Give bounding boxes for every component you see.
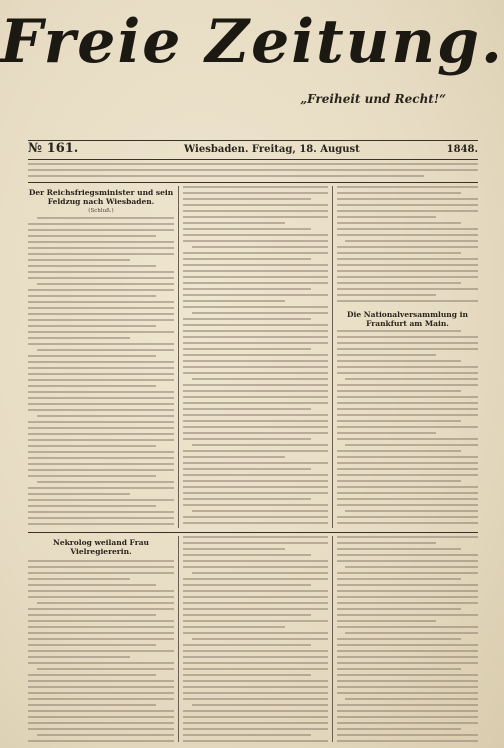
text-line (183, 656, 328, 658)
text-line (192, 510, 328, 512)
text-line (28, 517, 174, 519)
text-line (28, 620, 174, 622)
text-line (28, 403, 174, 405)
text-line (183, 228, 311, 230)
text-line (337, 192, 461, 194)
text-line (183, 542, 328, 544)
text-line (345, 698, 478, 700)
text-line (183, 560, 328, 562)
text-line (183, 486, 328, 488)
article-1-subtitle: (Schluß.) (88, 208, 114, 214)
text-line (28, 313, 174, 315)
text-line (337, 536, 478, 538)
text-line (183, 270, 328, 272)
text-line (28, 265, 156, 267)
text-line (28, 289, 174, 291)
section-rule (28, 532, 478, 533)
text-line (337, 548, 461, 550)
text-line (183, 480, 328, 482)
text-line (28, 409, 174, 411)
text-line (183, 578, 328, 580)
text-line (28, 439, 174, 441)
text-line (28, 638, 174, 640)
text-line (28, 626, 174, 628)
text-line (192, 572, 328, 574)
text-line (37, 602, 174, 604)
text-line (28, 397, 174, 399)
text-line (183, 186, 328, 188)
text-line (28, 740, 174, 742)
column-2-lower-body (183, 536, 328, 742)
text-line (183, 420, 328, 422)
text-line (183, 276, 328, 278)
text-line (183, 234, 328, 236)
text-line (28, 331, 174, 333)
text-line (37, 217, 174, 219)
text-line (28, 427, 174, 429)
text-line (183, 722, 328, 724)
column-3-lower (337, 536, 478, 742)
text-line (183, 710, 328, 712)
text-line (192, 378, 328, 380)
text-line (183, 384, 328, 386)
text-line (183, 468, 311, 470)
text-line (183, 318, 311, 320)
text-line (337, 668, 461, 670)
text-line (28, 445, 156, 447)
masthead-motto: „Freiheit und Recht!“ (300, 92, 446, 106)
article-2-title: Die Nationalversammlung in Frankfurt am Main. (347, 310, 468, 328)
text-line (183, 686, 328, 688)
text-line (337, 336, 478, 338)
column-3-upper (337, 186, 478, 528)
text-line (337, 294, 436, 296)
text-line (183, 566, 328, 568)
text-line (28, 614, 156, 616)
text-line (183, 668, 328, 670)
text-line (183, 438, 311, 440)
text-line (183, 342, 328, 344)
text-line (28, 355, 156, 357)
text-line (183, 306, 328, 308)
text-line (345, 240, 478, 242)
text-line (183, 210, 328, 212)
text-line (183, 324, 328, 326)
text-line (337, 438, 478, 440)
text-line (337, 222, 461, 224)
text-line (28, 307, 174, 309)
text-line (183, 554, 311, 556)
text-line (183, 192, 328, 194)
text-line (337, 638, 461, 640)
text-line (28, 493, 130, 495)
text-line (28, 391, 174, 393)
text-line (337, 614, 478, 616)
text-line (337, 644, 478, 646)
text-line (28, 704, 156, 706)
text-line (183, 450, 328, 452)
text-line (183, 626, 285, 628)
text-line (192, 638, 328, 640)
text-line (28, 566, 174, 568)
text-line (183, 734, 311, 736)
text-line (28, 469, 174, 471)
text-line (28, 656, 130, 658)
text-line (192, 704, 328, 706)
text-line (183, 360, 328, 362)
text-line (345, 632, 478, 634)
text-line (337, 674, 478, 676)
text-line (183, 198, 311, 200)
text-line (183, 396, 328, 398)
text-line (183, 294, 328, 296)
text-line (337, 408, 478, 410)
text-line (28, 632, 174, 634)
text-line (28, 578, 130, 580)
text-line (28, 596, 174, 598)
text-line (28, 421, 174, 423)
text-line (337, 276, 478, 278)
column-1-upper (28, 186, 174, 528)
article-3-body (28, 560, 174, 742)
text-line (183, 596, 328, 598)
text-line (183, 372, 328, 374)
article-1-title: Der Reichsfriegsminister und sein Feldzug nach Wiesbaden. (28, 188, 174, 206)
text-line (192, 444, 328, 446)
text-line (337, 728, 461, 730)
text-line (183, 692, 328, 694)
text-line (183, 366, 328, 368)
text-line (337, 602, 478, 604)
text-line (37, 415, 174, 417)
text-line (28, 722, 174, 724)
text-line (345, 566, 478, 568)
text-line (337, 186, 478, 188)
text-line (28, 511, 174, 513)
text-line (337, 198, 478, 200)
place-date: Wiesbaden. Freitag, 18. August (184, 144, 360, 155)
text-line (28, 457, 174, 459)
text-line (337, 578, 461, 580)
text-line (337, 608, 461, 610)
text-line (183, 522, 328, 524)
text-line (183, 548, 285, 550)
text-line (28, 361, 174, 363)
text-line (28, 319, 174, 321)
text-line (28, 499, 174, 501)
text-line (28, 523, 174, 525)
text-line (183, 680, 328, 682)
text-line (183, 348, 311, 350)
text-line (337, 228, 478, 230)
column-2-upper (183, 186, 328, 528)
text-line (337, 504, 478, 506)
text-line (183, 644, 311, 646)
text-line (337, 584, 478, 586)
text-line (183, 740, 328, 742)
text-line (28, 608, 174, 610)
text-line (337, 450, 461, 452)
text-line (337, 516, 478, 518)
text-line (337, 692, 478, 694)
text-line (337, 474, 478, 476)
text-line (183, 216, 328, 218)
text-line (37, 734, 174, 736)
column-rule (178, 536, 179, 742)
text-line (183, 608, 328, 610)
text-line (345, 444, 478, 446)
text-line (337, 252, 461, 254)
column-2-body (183, 186, 328, 528)
text-line (28, 385, 156, 387)
text-line (337, 372, 478, 374)
text-line (183, 336, 328, 338)
text-line (28, 680, 174, 682)
text-line (337, 596, 478, 598)
text-line (28, 487, 174, 489)
text-line (337, 390, 461, 392)
article-1-body (28, 217, 174, 528)
text-line (28, 325, 156, 327)
text-line (337, 210, 478, 212)
text-line (28, 253, 174, 255)
text-line (28, 716, 174, 718)
text-line (183, 516, 328, 518)
dateline (28, 141, 478, 158)
text-line (37, 349, 174, 351)
text-line (337, 414, 478, 416)
text-line (28, 367, 174, 369)
text-line (337, 342, 478, 344)
text-line (183, 632, 328, 634)
text-line (183, 204, 328, 206)
issue-year: 1848. (446, 144, 478, 155)
text-line (28, 343, 174, 345)
text-line (183, 258, 311, 260)
text-line (28, 247, 174, 249)
text-line (28, 572, 174, 574)
text-line (37, 283, 174, 285)
text-line (337, 234, 478, 236)
text-line (28, 301, 174, 303)
text-line (28, 277, 174, 279)
text-line (28, 475, 156, 477)
text-line (183, 354, 328, 356)
text-line (337, 330, 461, 332)
text-line (337, 258, 478, 260)
text-line (337, 348, 478, 350)
text-line (183, 614, 311, 616)
text-line (345, 510, 478, 512)
text-line (337, 650, 478, 652)
text-line (183, 282, 328, 284)
text-line (337, 366, 478, 368)
text-line (28, 259, 130, 261)
text-line (337, 468, 478, 470)
text-line (183, 492, 328, 494)
text-line (337, 204, 478, 206)
text-line (337, 716, 478, 718)
text-line (337, 246, 478, 248)
text-line (183, 402, 328, 404)
text-line (337, 498, 478, 500)
text-line (183, 584, 311, 586)
text-line (28, 590, 174, 592)
subscription-notice (28, 163, 478, 181)
text-line (183, 716, 328, 718)
text-line (28, 235, 156, 237)
text-line (183, 498, 311, 500)
text-line (337, 560, 478, 562)
text-line (28, 433, 174, 435)
text-line (183, 504, 328, 506)
dateline-rule (28, 159, 478, 160)
text-line (28, 560, 174, 562)
text-line (337, 354, 436, 356)
text-line (337, 620, 436, 622)
text-line (337, 456, 478, 458)
top-rule (28, 140, 478, 141)
text-line (183, 240, 328, 242)
masthead-title: Freie Zeitung. (0, 7, 504, 77)
text-line (28, 241, 174, 243)
text-line (28, 271, 174, 273)
text-line (337, 686, 478, 688)
text-line (337, 662, 478, 664)
text-line (337, 572, 478, 574)
text-line (192, 312, 328, 314)
column-2-lower (183, 536, 328, 742)
text-line (183, 288, 311, 290)
text-line (183, 536, 328, 538)
text-line (183, 728, 328, 730)
text-line (183, 414, 328, 416)
text-line (337, 300, 478, 302)
text-line (28, 584, 156, 586)
text-line (337, 522, 478, 524)
article-2-body (337, 330, 478, 528)
text-line (28, 728, 174, 730)
text-line (28, 337, 130, 339)
text-line (337, 480, 461, 482)
text-line (28, 674, 156, 676)
text-line (192, 246, 328, 248)
text-line (183, 602, 328, 604)
text-line (28, 698, 174, 700)
text-line (337, 216, 436, 218)
text-line (183, 590, 328, 592)
text-line (183, 222, 285, 224)
text-line (337, 402, 478, 404)
text-line (183, 674, 311, 676)
issue-number: № 161. (28, 141, 79, 156)
text-line (183, 650, 328, 652)
text-line (183, 474, 328, 476)
text-line (28, 223, 174, 225)
column-3-body-top (337, 186, 478, 304)
text-line (28, 650, 174, 652)
text-line (37, 481, 174, 483)
text-line (28, 692, 174, 694)
text-line (337, 740, 478, 742)
text-line (337, 680, 478, 682)
text-line (183, 620, 328, 622)
text-line (183, 300, 285, 302)
column-rule (332, 536, 333, 742)
text-line (28, 710, 174, 712)
notice-rule (28, 182, 478, 183)
text-line (337, 554, 478, 556)
text-line (337, 462, 478, 464)
text-line (28, 644, 156, 646)
text-line (337, 360, 461, 362)
text-line (183, 456, 285, 458)
column-1-lower (28, 536, 174, 742)
text-line (337, 432, 436, 434)
text-line (337, 704, 478, 706)
text-line (337, 420, 461, 422)
text-line (28, 463, 174, 465)
text-line (345, 378, 478, 380)
column-3-lower-body (337, 536, 478, 742)
text-line (337, 426, 478, 428)
text-line (337, 722, 478, 724)
text-line (337, 590, 478, 592)
text-line (28, 229, 174, 231)
text-line (337, 710, 478, 712)
text-line (183, 432, 328, 434)
text-line (337, 492, 478, 494)
text-line (337, 384, 478, 386)
text-line (337, 486, 478, 488)
text-line (183, 252, 328, 254)
text-line (337, 542, 436, 544)
text-line (28, 373, 174, 375)
text-line (183, 390, 328, 392)
text-line (183, 264, 328, 266)
text-line (337, 734, 478, 736)
text-line (183, 330, 328, 332)
article-3-title: Nekrolog weiland Frau Vielregiererin. (52, 538, 150, 556)
text-line (28, 379, 174, 381)
text-line (28, 295, 156, 297)
text-line (183, 698, 328, 700)
text-line (183, 662, 328, 664)
text-line (183, 426, 328, 428)
text-line (337, 626, 478, 628)
text-line (28, 662, 174, 664)
text-line (37, 668, 174, 670)
text-line (337, 282, 461, 284)
column-rule (332, 186, 333, 528)
text-line (183, 462, 328, 464)
text-line (337, 656, 478, 658)
text-line (337, 270, 478, 272)
text-line (337, 288, 478, 290)
text-line (337, 396, 478, 398)
text-line (28, 451, 174, 453)
text-line (183, 408, 311, 410)
column-rule (178, 186, 179, 528)
text-line (28, 505, 156, 507)
text-line (28, 686, 174, 688)
text-line (337, 264, 478, 266)
